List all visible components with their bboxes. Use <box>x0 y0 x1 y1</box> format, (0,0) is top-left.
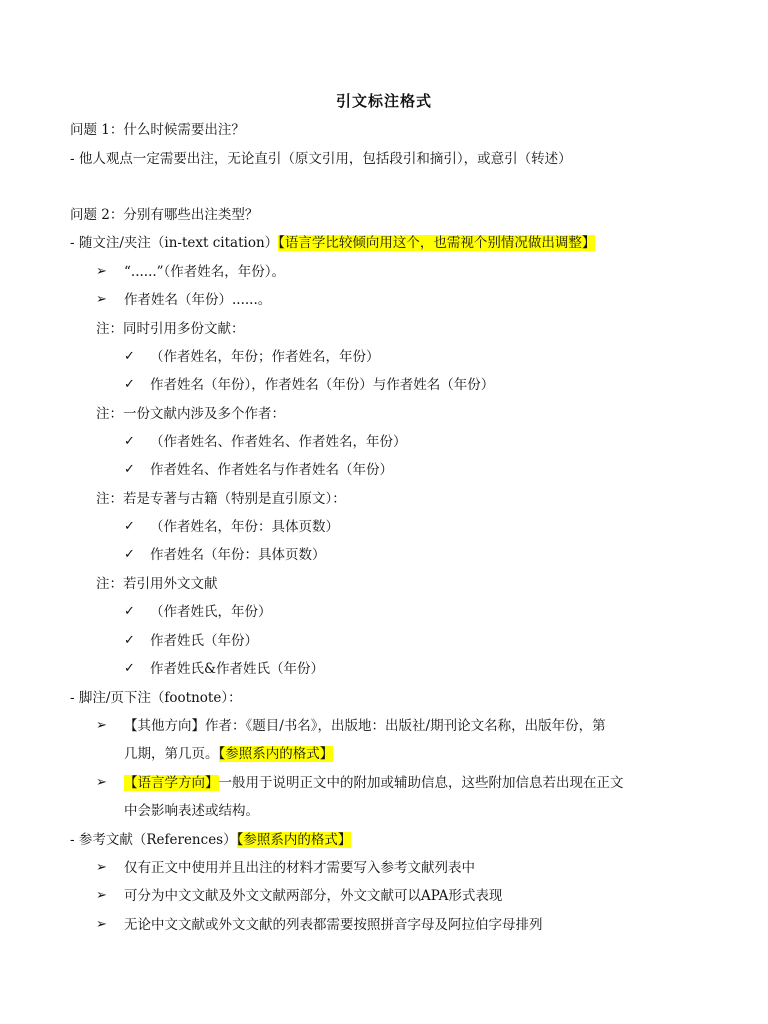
check-bullet-icon: ✓ <box>124 547 135 562</box>
note-item: 作者姓名（年份：具体页数） <box>150 547 326 563</box>
note-item: 作者姓名（年份），作者姓名（年份）与作者姓名（年份） <box>150 377 495 393</box>
arrow-bullet-icon: ➢ <box>96 292 107 307</box>
check-bullet-icon: ✓ <box>124 633 135 648</box>
footnote-item-2-line-2: 中会影响表述或结构。 <box>124 803 259 819</box>
references-heading-text: - 参考文献（References） <box>70 832 237 848</box>
answer-1: - 他人观点一定需要出注，无论直引（原文引用，包括段引和摘引），或意引（转述） <box>70 151 572 167</box>
footnote-item-1-line-1 <box>124 716 606 736</box>
check-bullet-icon: ✓ <box>124 349 135 364</box>
check-bullet-icon: ✓ <box>124 519 135 534</box>
intext-item-2: 作者姓名（年份）......。 <box>124 292 272 308</box>
note-item: （作者姓名、作者姓名、作者姓名，年份） <box>150 434 407 450</box>
note-label: 注：若引用外文文献 <box>96 576 218 592</box>
references-heading <box>70 830 351 850</box>
footnote-item-2-line-1 <box>124 773 624 793</box>
footnote-item-2-highlight: 【语言学方向】 <box>124 775 219 791</box>
note-item: （作者姓氏，年份） <box>150 604 272 620</box>
references-item-3: 无论中文文献或外文文献的列表都需要按照拼音字母及阿拉伯字母排列 <box>124 917 543 933</box>
question-2: 问题 2：分别有哪些出注类型？ <box>70 207 259 223</box>
footnote-item-1-text: 作者：《题目/书名》，出版地：出版社/期刊论文名称，出版年份，第 <box>205 718 606 734</box>
footnote-item-1-highlight: 【参照系内的格式】 <box>218 746 334 762</box>
note-label: 注：同时引用多份文献： <box>96 321 245 337</box>
check-bullet-icon: ✓ <box>124 604 135 619</box>
check-bullet-icon: ✓ <box>124 661 135 676</box>
arrow-bullet-icon: ➢ <box>96 264 107 279</box>
note-item: 作者姓氏&作者姓氏（年份） <box>150 661 325 677</box>
check-bullet-icon: ✓ <box>124 377 135 392</box>
intext-heading <box>70 233 595 253</box>
intext-item-1: “......”（作者姓名，年份）。 <box>124 264 286 280</box>
footnote-item-1-line-2 <box>124 744 333 764</box>
footnote-heading: - 脚注/页下注（footnote）： <box>70 690 242 706</box>
check-bullet-icon: ✓ <box>124 434 135 449</box>
check-bullet-icon: ✓ <box>124 462 135 477</box>
note-item: 作者姓名、作者姓名与作者姓名（年份） <box>150 462 393 478</box>
intext-highlight: 【语言学比较倾向用这个，也需视个别情况做出调整】 <box>278 235 596 251</box>
note-label: 注：一份文献内涉及多个作者： <box>96 406 285 422</box>
references-item-2: 可分为中文文献及外文文献两部分，外文文献可以APA形式表现 <box>124 888 503 904</box>
intext-heading-text: - 随文注/夹注（in-text citation） <box>70 235 279 251</box>
note-item: （作者姓名，年份：具体页数） <box>150 519 339 535</box>
arrow-bullet-icon: ➢ <box>96 860 107 875</box>
footnote-item-1-label: 【其他方向】 <box>124 718 205 734</box>
page-title: 引文标注格式 <box>335 92 432 110</box>
references-highlight: 【参照系内的格式】 <box>236 832 352 848</box>
footnote-item-2-text: 一般用于说明正文中的附加或辅助信息，这些附加信息若出现在正文 <box>218 775 624 791</box>
arrow-bullet-icon: ➢ <box>96 888 107 903</box>
arrow-bullet-icon: ➢ <box>96 775 107 790</box>
note-item: （作者姓名，年份；作者姓名，年份） <box>150 349 380 365</box>
note-label: 注：若是专著与古籍（特别是直引原文）： <box>96 491 346 507</box>
footnote-item-1-text-2: 几期，第几页。 <box>124 746 219 762</box>
note-item: 作者姓氏（年份） <box>150 633 258 649</box>
question-1: 问题 1：什么时候需要出注？ <box>70 122 245 138</box>
references-item-1: 仅有正文中使用并且出注的材料才需要写入参考文献列表中 <box>124 860 475 876</box>
arrow-bullet-icon: ➢ <box>96 917 107 932</box>
arrow-bullet-icon: ➢ <box>96 718 107 733</box>
